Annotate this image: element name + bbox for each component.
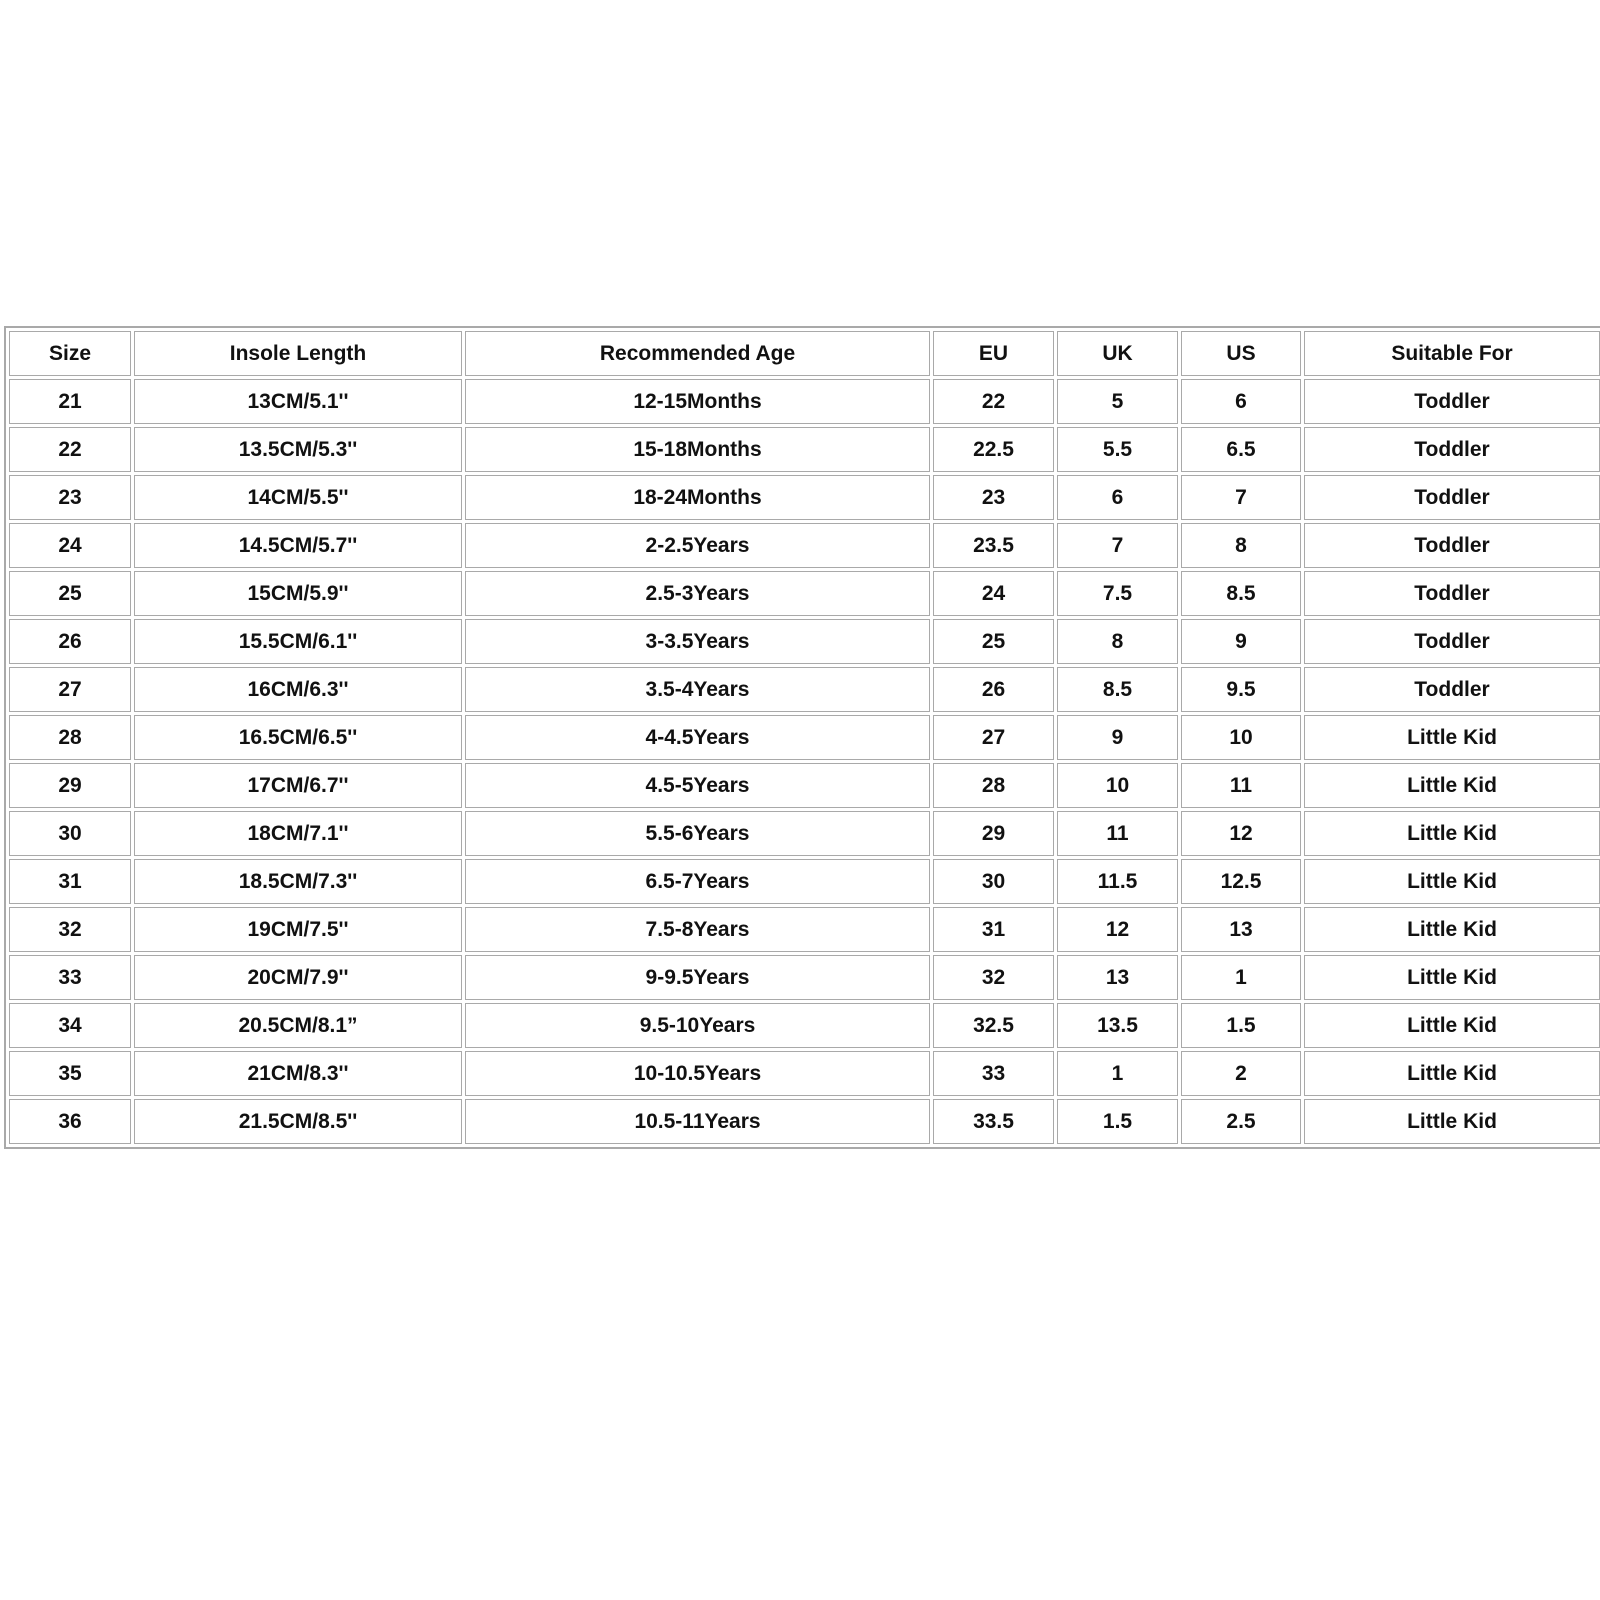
cell-recommended-age: 2.5-3Years — [465, 571, 930, 616]
cell-recommended-age: 4-4.5Years — [465, 715, 930, 760]
cell-us: 1 — [1181, 955, 1301, 1000]
cell-suitable-for: Little Kid — [1304, 907, 1600, 952]
table-row — [9, 907, 1600, 952]
cell-size: 22 — [9, 427, 131, 472]
cell-suitable-for: Toddler — [1304, 571, 1600, 616]
cell-eu: 27 — [933, 715, 1054, 760]
cell-suitable-for: Little Kid — [1304, 715, 1600, 760]
cell-insole-length: 20CM/7.9'' — [134, 955, 462, 1000]
cell-insole-length: 16.5CM/6.5'' — [134, 715, 462, 760]
table-body — [9, 379, 1600, 1144]
cell-eu: 29 — [933, 811, 1054, 856]
cell-eu: 32 — [933, 955, 1054, 1000]
cell-us: 12.5 — [1181, 859, 1301, 904]
header-eu: EU — [933, 331, 1054, 376]
cell-insole-length: 19CM/7.5'' — [134, 907, 462, 952]
cell-suitable-for: Toddler — [1304, 475, 1600, 520]
cell-suitable-for: Toddler — [1304, 379, 1600, 424]
cell-uk: 13 — [1057, 955, 1178, 1000]
cell-insole-length: 15CM/5.9'' — [134, 571, 462, 616]
header-row — [9, 331, 1600, 376]
table-row — [9, 1003, 1600, 1048]
cell-recommended-age: 3-3.5Years — [465, 619, 930, 664]
cell-recommended-age: 12-15Months — [465, 379, 930, 424]
cell-us: 1.5 — [1181, 1003, 1301, 1048]
cell-size: 29 — [9, 763, 131, 808]
header-recommended-age: Recommended Age — [465, 331, 930, 376]
cell-size: 32 — [9, 907, 131, 952]
table-row — [9, 619, 1600, 664]
cell-insole-length: 21CM/8.3'' — [134, 1051, 462, 1096]
header-uk: UK — [1057, 331, 1178, 376]
header-size: Size — [9, 331, 131, 376]
cell-size: 28 — [9, 715, 131, 760]
table-header — [9, 331, 1600, 376]
cell-eu: 22.5 — [933, 427, 1054, 472]
cell-suitable-for: Little Kid — [1304, 1003, 1600, 1048]
cell-recommended-age: 5.5-6Years — [465, 811, 930, 856]
cell-suitable-for: Little Kid — [1304, 811, 1600, 856]
table-row — [9, 1051, 1600, 1096]
table-row — [9, 1099, 1600, 1144]
cell-uk: 11.5 — [1057, 859, 1178, 904]
cell-uk: 11 — [1057, 811, 1178, 856]
header-suitable-for: Suitable For — [1304, 331, 1600, 376]
table-row — [9, 523, 1600, 568]
cell-suitable-for: Toddler — [1304, 619, 1600, 664]
cell-us: 2 — [1181, 1051, 1301, 1096]
cell-uk: 1.5 — [1057, 1099, 1178, 1144]
cell-suitable-for: Toddler — [1304, 523, 1600, 568]
cell-us: 7 — [1181, 475, 1301, 520]
cell-recommended-age: 6.5-7Years — [465, 859, 930, 904]
cell-size: 30 — [9, 811, 131, 856]
cell-size: 34 — [9, 1003, 131, 1048]
cell-eu: 28 — [933, 763, 1054, 808]
cell-uk: 5 — [1057, 379, 1178, 424]
cell-size: 25 — [9, 571, 131, 616]
table-row — [9, 859, 1600, 904]
cell-uk: 13.5 — [1057, 1003, 1178, 1048]
cell-recommended-age: 4.5-5Years — [465, 763, 930, 808]
table-row — [9, 715, 1600, 760]
cell-suitable-for: Little Kid — [1304, 1051, 1600, 1096]
cell-size: 36 — [9, 1099, 131, 1144]
cell-recommended-age: 18-24Months — [465, 475, 930, 520]
cell-uk: 12 — [1057, 907, 1178, 952]
cell-insole-length: 13CM/5.1'' — [134, 379, 462, 424]
cell-eu: 33 — [933, 1051, 1054, 1096]
cell-insole-length: 13.5CM/5.3'' — [134, 427, 462, 472]
cell-size: 35 — [9, 1051, 131, 1096]
cell-recommended-age: 9.5-10Years — [465, 1003, 930, 1048]
cell-eu: 26 — [933, 667, 1054, 712]
cell-eu: 33.5 — [933, 1099, 1054, 1144]
cell-us: 9 — [1181, 619, 1301, 664]
cell-recommended-age: 3.5-4Years — [465, 667, 930, 712]
cell-us: 6.5 — [1181, 427, 1301, 472]
cell-us: 6 — [1181, 379, 1301, 424]
table-row — [9, 379, 1600, 424]
cell-size: 24 — [9, 523, 131, 568]
cell-size: 27 — [9, 667, 131, 712]
table-row — [9, 475, 1600, 520]
cell-eu: 25 — [933, 619, 1054, 664]
cell-insole-length: 18.5CM/7.3'' — [134, 859, 462, 904]
cell-recommended-age: 2-2.5Years — [465, 523, 930, 568]
cell-eu: 31 — [933, 907, 1054, 952]
cell-insole-length: 14CM/5.5'' — [134, 475, 462, 520]
header-us: US — [1181, 331, 1301, 376]
cell-eu: 23.5 — [933, 523, 1054, 568]
cell-suitable-for: Little Kid — [1304, 955, 1600, 1000]
table-row — [9, 763, 1600, 808]
cell-uk: 7 — [1057, 523, 1178, 568]
cell-uk: 9 — [1057, 715, 1178, 760]
table-row — [9, 667, 1600, 712]
cell-uk: 7.5 — [1057, 571, 1178, 616]
cell-insole-length: 17CM/6.7'' — [134, 763, 462, 808]
cell-recommended-age: 10-10.5Years — [465, 1051, 930, 1096]
cell-size: 31 — [9, 859, 131, 904]
cell-uk: 1 — [1057, 1051, 1178, 1096]
cell-us: 13 — [1181, 907, 1301, 952]
cell-recommended-age: 7.5-8Years — [465, 907, 930, 952]
cell-suitable-for: Little Kid — [1304, 859, 1600, 904]
cell-eu: 32.5 — [933, 1003, 1054, 1048]
cell-eu: 24 — [933, 571, 1054, 616]
cell-insole-length: 14.5CM/5.7'' — [134, 523, 462, 568]
cell-size: 33 — [9, 955, 131, 1000]
cell-size: 26 — [9, 619, 131, 664]
cell-suitable-for: Toddler — [1304, 427, 1600, 472]
cell-insole-length: 20.5CM/8.1” — [134, 1003, 462, 1048]
cell-us: 9.5 — [1181, 667, 1301, 712]
table-row — [9, 571, 1600, 616]
cell-eu: 30 — [933, 859, 1054, 904]
table-row — [9, 955, 1600, 1000]
cell-us: 8.5 — [1181, 571, 1301, 616]
cell-us: 8 — [1181, 523, 1301, 568]
cell-uk: 8 — [1057, 619, 1178, 664]
cell-suitable-for: Toddler — [1304, 667, 1600, 712]
cell-eu: 22 — [933, 379, 1054, 424]
cell-us: 2.5 — [1181, 1099, 1301, 1144]
cell-recommended-age: 10.5-11Years — [465, 1099, 930, 1144]
cell-insole-length: 21.5CM/8.5'' — [134, 1099, 462, 1144]
cell-size: 23 — [9, 475, 131, 520]
cell-uk: 8.5 — [1057, 667, 1178, 712]
size-chart-table — [4, 326, 1600, 1149]
table-row — [9, 427, 1600, 472]
cell-insole-length: 15.5CM/6.1'' — [134, 619, 462, 664]
cell-us: 12 — [1181, 811, 1301, 856]
cell-recommended-age: 15-18Months — [465, 427, 930, 472]
cell-suitable-for: Little Kid — [1304, 1099, 1600, 1144]
cell-suitable-for: Little Kid — [1304, 763, 1600, 808]
cell-uk: 10 — [1057, 763, 1178, 808]
cell-insole-length: 18CM/7.1'' — [134, 811, 462, 856]
cell-us: 11 — [1181, 763, 1301, 808]
header-insole-length: Insole Length — [134, 331, 462, 376]
table-row — [9, 811, 1600, 856]
cell-uk: 5.5 — [1057, 427, 1178, 472]
cell-us: 10 — [1181, 715, 1301, 760]
cell-uk: 6 — [1057, 475, 1178, 520]
cell-insole-length: 16CM/6.3'' — [134, 667, 462, 712]
cell-size: 21 — [9, 379, 131, 424]
cell-eu: 23 — [933, 475, 1054, 520]
cell-recommended-age: 9-9.5Years — [465, 955, 930, 1000]
